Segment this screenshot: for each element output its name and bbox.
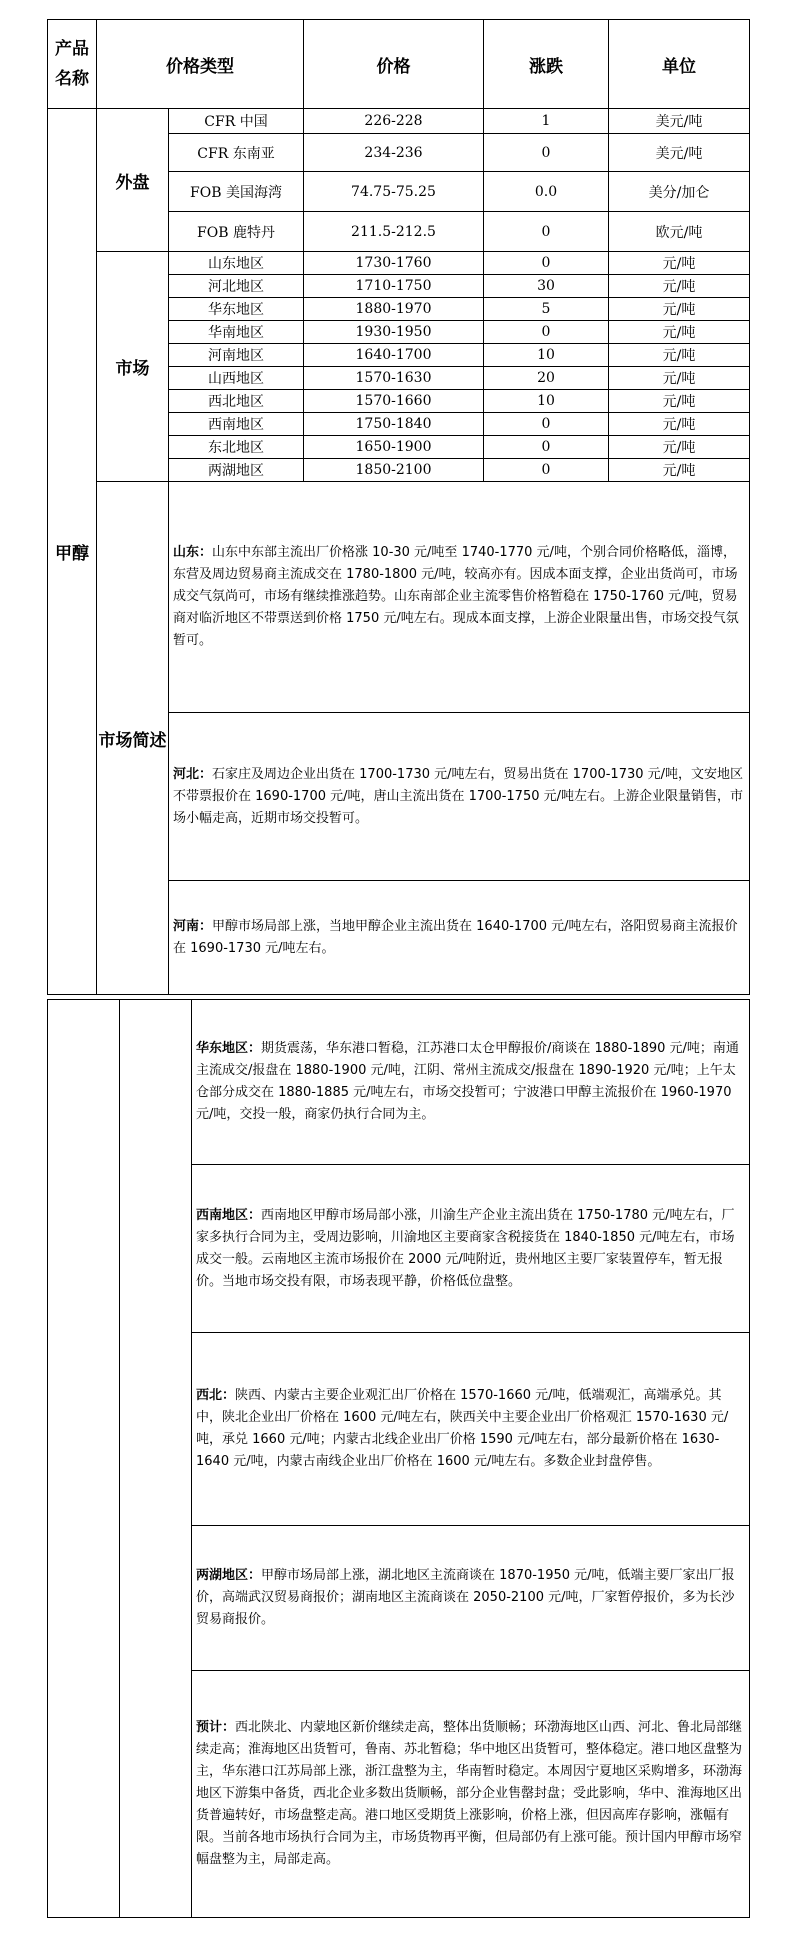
summary-paragraph	[192, 1165, 750, 1333]
market-region: 西北地区	[169, 390, 304, 413]
summary-region: 河南：	[173, 918, 213, 934]
summary-text: 甲醇市场局部上涨，湖北地区主流商谈在 1870-1950 元/吨，低端主要厂家出厂报价，高端武汉贸易商报价；湖南地区主流商谈在 2050-2100 元/吨，厂家暂停报价，多为长沙贸易商报价。	[196, 1568, 735, 1627]
market-change: 10	[484, 390, 609, 413]
summary-row	[48, 482, 750, 713]
summary-region: 西北：	[196, 1388, 236, 1403]
summary-label: 市场简述	[97, 482, 169, 995]
market-unit: 元/吨	[609, 275, 750, 298]
summary-text: 山东中东部主流出厂价格涨 10-30 元/吨至 1740-1770 元/吨，个别合同价格略低，淄博，东营及周边贸易商主流成交在 1780-1800 元/吨，较高亦有。因成本面支撑，企业出货尚可，市场成交气氛尚可，市场有继续推涨趋势。山东南部企业主流零售价格暂稳在 1750-1760 元/吨，贸易商对临沂地区不带票送到价格 1750 元/吨左右。现成本面支撑，上游企业限量出售，市场交投气氛暂可。	[173, 545, 739, 648]
header-change: 涨跌	[484, 20, 609, 109]
header-price: 价格	[304, 20, 484, 109]
market-region: 西南地区	[169, 413, 304, 436]
summary-paragraph	[169, 713, 750, 881]
market-region: 两湖地区	[169, 459, 304, 482]
foreign-unit: 美分/加仑	[609, 172, 750, 212]
summary-paragraph	[169, 881, 750, 995]
summary-text: 西北陕北、内蒙地区新价继续走高，整体出货顺畅；环渤海地区山西、河北、鲁北局部继续走高；淮海地区出货暂可，鲁南、苏北暂稳；华中地区出货暂可，整体稳定。港口地区盘整为主，华东港口江苏局部上涨，浙江盘整为主，华南暂时稳定。本周因宁夏地区采购增多，环渤海地区下游集中备货，西北企业多数出货顺畅，部分企业售罄封盘；受此影响，华中、淮海地区出货普遍转好，市场盘整走高。港口地区受期货上涨影响，价格上涨，但因高库存影响，涨幅有限。当前各地市场执行合同为主，市场货物再平衡，但局部仍有上涨可能。预计国内甲醇市场窄幅盘整为主，局部走高。	[196, 1720, 743, 1867]
foreign-change: 0	[484, 212, 609, 252]
foreign-name: FOB 美国海湾	[169, 172, 304, 212]
market-region: 华南地区	[169, 321, 304, 344]
foreign-change: 0.0	[484, 172, 609, 212]
market-unit: 元/吨	[609, 367, 750, 390]
summary-text: 期货震荡，华东港口暂稳，江苏港口太仓甲醇报价/商谈在 1880-1890 元/吨；南通主流成交/报盘在 1880-1900 元/吨，江阴、常州主流成交/报盘在 1890-1920 元/吨；上午太仓部分成交在 1880-1885 元/吨左右，市场交投暂可；宁波港口甲醇主流报价在 1960-1970 元/吨，交投一般，商家仍执行合同为主。	[196, 1041, 739, 1122]
blank-type-cell	[120, 1000, 192, 1918]
summary-text: 甲醇市场局部上涨，当地甲醇企业主流出货在 1640-1700 元/吨左右，洛阳贸易商主流报价在 1690-1730 元/吨左右。	[173, 918, 738, 956]
market-unit: 元/吨	[609, 298, 750, 321]
summary-paragraph	[192, 1333, 750, 1526]
market-unit: 元/吨	[609, 252, 750, 275]
market-region: 河北地区	[169, 275, 304, 298]
foreign-name: CFR 中国	[169, 109, 304, 134]
market-region: 华东地区	[169, 298, 304, 321]
market-change: 10	[484, 344, 609, 367]
market-change: 0	[484, 436, 609, 459]
foreign-label: 外盘	[97, 109, 169, 252]
market-change: 0	[484, 321, 609, 344]
foreign-price: 226-228	[304, 109, 484, 134]
summary-region: 预计：	[196, 1720, 236, 1735]
market-price: 1880-1970	[304, 298, 484, 321]
foreign-price: 211.5-212.5	[304, 212, 484, 252]
foreign-change: 1	[484, 109, 609, 134]
header-product: 产品名称	[48, 20, 97, 109]
header-price-type: 价格类型	[97, 20, 304, 109]
market-label: 市场	[97, 252, 169, 482]
market-price: 1570-1630	[304, 367, 484, 390]
foreign-price: 234-236	[304, 134, 484, 172]
header-unit: 单位	[609, 20, 750, 109]
market-price: 1750-1840	[304, 413, 484, 436]
market-unit: 元/吨	[609, 459, 750, 482]
summary-paragraph	[169, 482, 750, 713]
market-price: 1640-1700	[304, 344, 484, 367]
product-name: 甲醇	[48, 109, 97, 995]
summary-row	[48, 1000, 750, 1165]
foreign-name: CFR 东南亚	[169, 134, 304, 172]
market-price: 1650-1900	[304, 436, 484, 459]
foreign-unit: 美元/吨	[609, 109, 750, 134]
summary-region: 华东地区：	[196, 1041, 262, 1056]
market-price: 1570-1660	[304, 390, 484, 413]
summary-text: 陕西、内蒙古主要企业观汇出厂价格在 1570-1660 元/吨，低端观汇，高端承兑。其中，陕北企业出厂价格在 1600 元/吨左右，陕西关中主要企业出厂价格观汇 1570-1630 元/吨，承兑 1660 元/吨；内蒙古北线企业出厂价格 1590 元/吨左右，部分最新价格在 1630-1640 元/吨，内蒙古南线企业出厂价格在 1600 元/吨左右。多数企业封盘停售。	[196, 1388, 729, 1469]
market-unit: 元/吨	[609, 436, 750, 459]
methanol-price-table	[47, 19, 750, 995]
market-price: 1710-1750	[304, 275, 484, 298]
summary-text: 西南地区甲醇市场局部小涨，川渝生产企业主流出货在 1750-1780 元/吨左右，厂家多执行合同为主，受周边影响，川渝地区主要商家含税接货在 1840-1850 元/吨左右，市场成交一般。云南地区主流市场报价在 2000 元/吨附近，贵州地区主要厂家装置停车，暂无报价。当地市场交投有限，市场表现平静，价格低位盘整。	[196, 1207, 735, 1289]
summary-paragraph	[192, 1000, 750, 1165]
market-unit: 元/吨	[609, 390, 750, 413]
market-row	[48, 252, 750, 275]
market-change: 0	[484, 413, 609, 436]
market-change: 0	[484, 252, 609, 275]
methanol-summary-continued-table	[47, 999, 750, 1918]
market-unit: 元/吨	[609, 321, 750, 344]
market-price: 1850-2100	[304, 459, 484, 482]
market-change: 0	[484, 459, 609, 482]
summary-paragraph	[192, 1671, 750, 1918]
market-unit: 元/吨	[609, 413, 750, 436]
market-change: 5	[484, 298, 609, 321]
market-price: 1930-1950	[304, 321, 484, 344]
summary-text: 石家庄及周边企业出货在 1700-1730 元/吨左右，贸易出货在 1700-1730 元/吨，文安地区不带票报价在 1690-1700 元/吨，唐山主流出货在 1700-1750 元/吨左右。上游企业限量销售，市场小幅走高，近期市场交投暂可。	[173, 766, 744, 826]
summary-region: 河北：	[173, 766, 213, 782]
blank-product-cell	[48, 1000, 120, 1918]
header-row	[48, 20, 750, 109]
foreign-name: FOB 鹿特丹	[169, 212, 304, 252]
foreign-price: 74.75-75.25	[304, 172, 484, 212]
foreign-unit: 欧元/吨	[609, 212, 750, 252]
summary-region: 两湖地区：	[196, 1568, 262, 1583]
market-change: 30	[484, 275, 609, 298]
market-change: 20	[484, 367, 609, 390]
market-region: 山西地区	[169, 367, 304, 390]
summary-paragraph	[192, 1526, 750, 1671]
foreign-change: 0	[484, 134, 609, 172]
market-unit: 元/吨	[609, 344, 750, 367]
market-region: 东北地区	[169, 436, 304, 459]
market-region: 山东地区	[169, 252, 304, 275]
market-region: 河南地区	[169, 344, 304, 367]
summary-region: 西南地区：	[196, 1207, 262, 1223]
summary-region: 山东：	[173, 545, 213, 560]
foreign-row	[48, 109, 750, 134]
foreign-unit: 美元/吨	[609, 134, 750, 172]
market-price: 1730-1760	[304, 252, 484, 275]
